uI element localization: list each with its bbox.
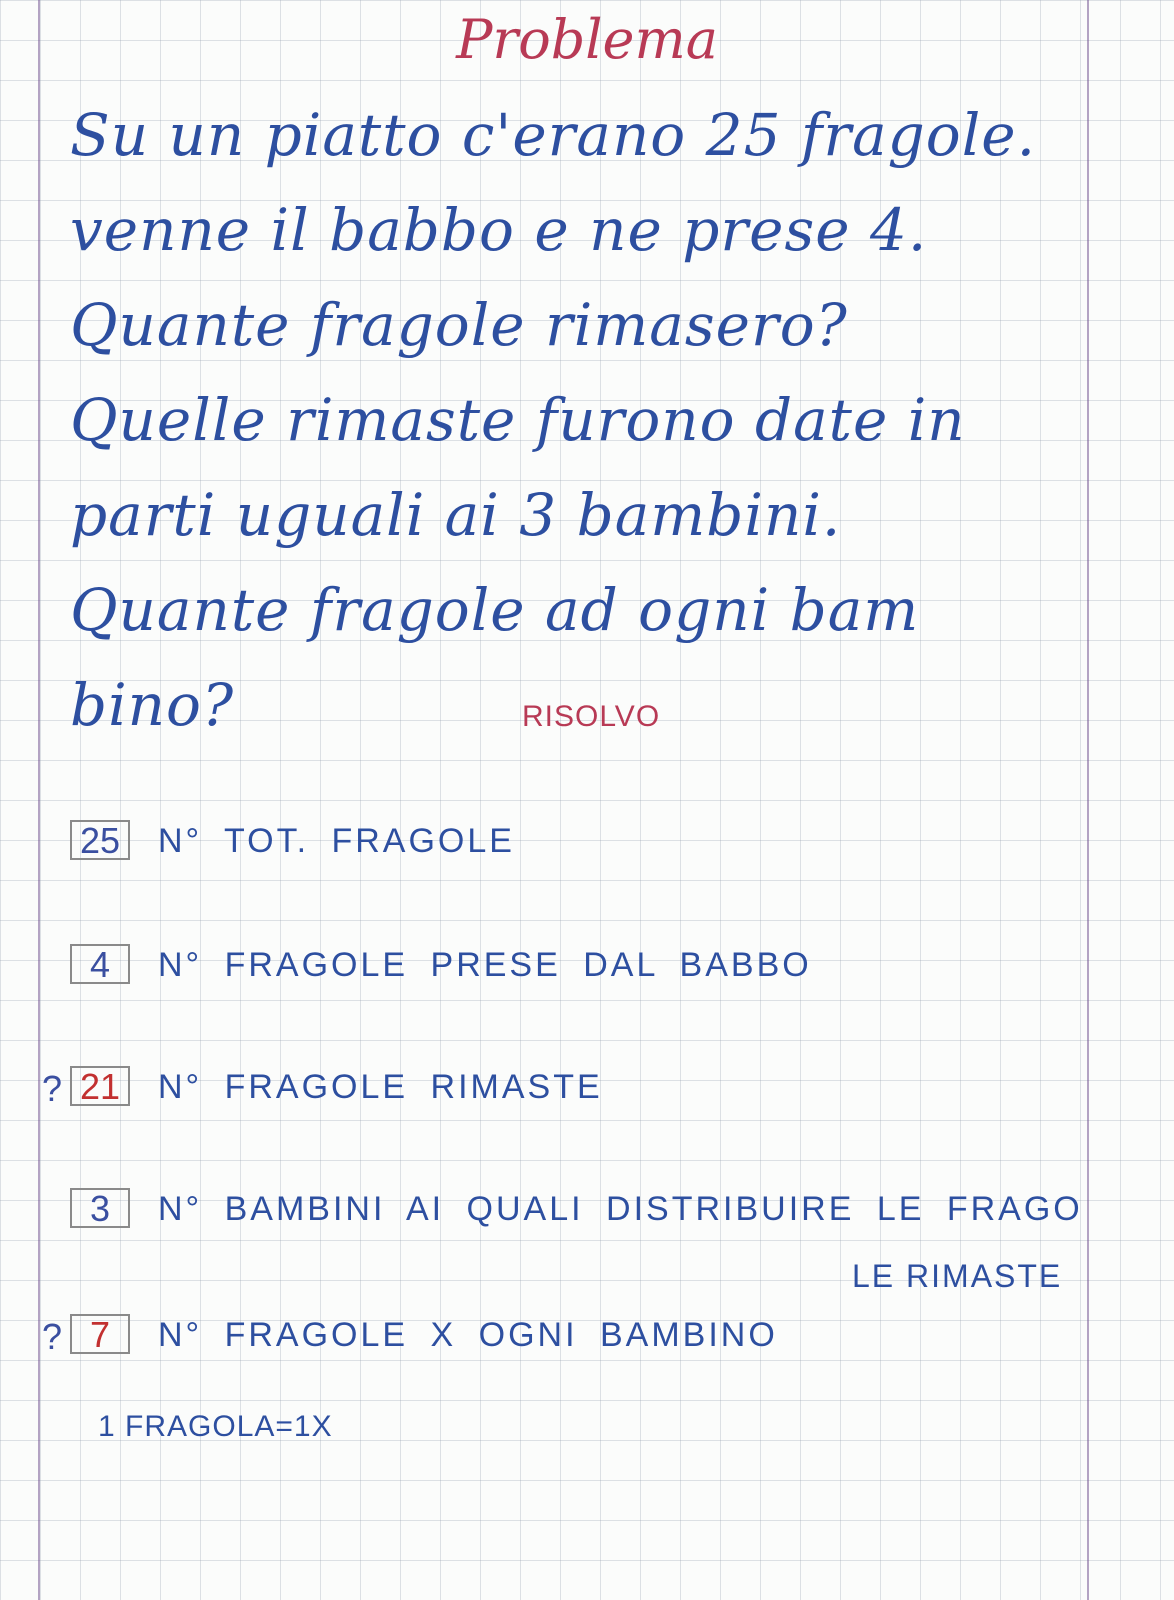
number-box: 4 — [70, 944, 130, 984]
right-margin-line — [1087, 0, 1089, 1600]
row-label: N° FRAGOLE X OGNI BAMBINO — [158, 1316, 778, 1354]
row-label: N° BAMBINI AI QUALI DISTRIBUIRE LE FRAGO — [158, 1190, 1083, 1228]
answer-box: 21 — [70, 1066, 130, 1106]
problem-line: bino? — [70, 671, 235, 739]
row-label-continuation: LE RIMASTE — [852, 1258, 1063, 1294]
problem-line: parti uguali ai 3 bambini. — [70, 481, 842, 549]
problem-line: Quante fragole ad ogni bam — [70, 576, 920, 644]
problem-line: Su un piatto c'erano 25 fragole. — [70, 101, 1037, 169]
number-box: 25 — [70, 820, 130, 860]
problem-line: Quelle rimaste furono date in — [70, 386, 966, 454]
number-box: 3 — [70, 1188, 130, 1228]
solution-heading: RISOLVO — [522, 700, 661, 733]
problem-line: Quante fragole rimasero? — [70, 291, 848, 359]
left-margin-line — [38, 0, 40, 1600]
legend-note: 1 FRAGOLA=1X — [98, 1410, 333, 1443]
unknown-marker: ? — [42, 1068, 63, 1109]
row-label: N° FRAGOLE PRESE DAL BABBO — [158, 946, 812, 984]
answer-box: 7 — [70, 1314, 130, 1354]
row-label: N° TOT. FRAGOLE — [158, 822, 515, 860]
unknown-marker: ? — [42, 1316, 63, 1357]
problem-line: venne il babbo e ne prese 4. — [70, 196, 928, 264]
problem-title: Problema — [456, 8, 718, 71]
row-label: N° FRAGOLE RIMASTE — [158, 1068, 603, 1106]
